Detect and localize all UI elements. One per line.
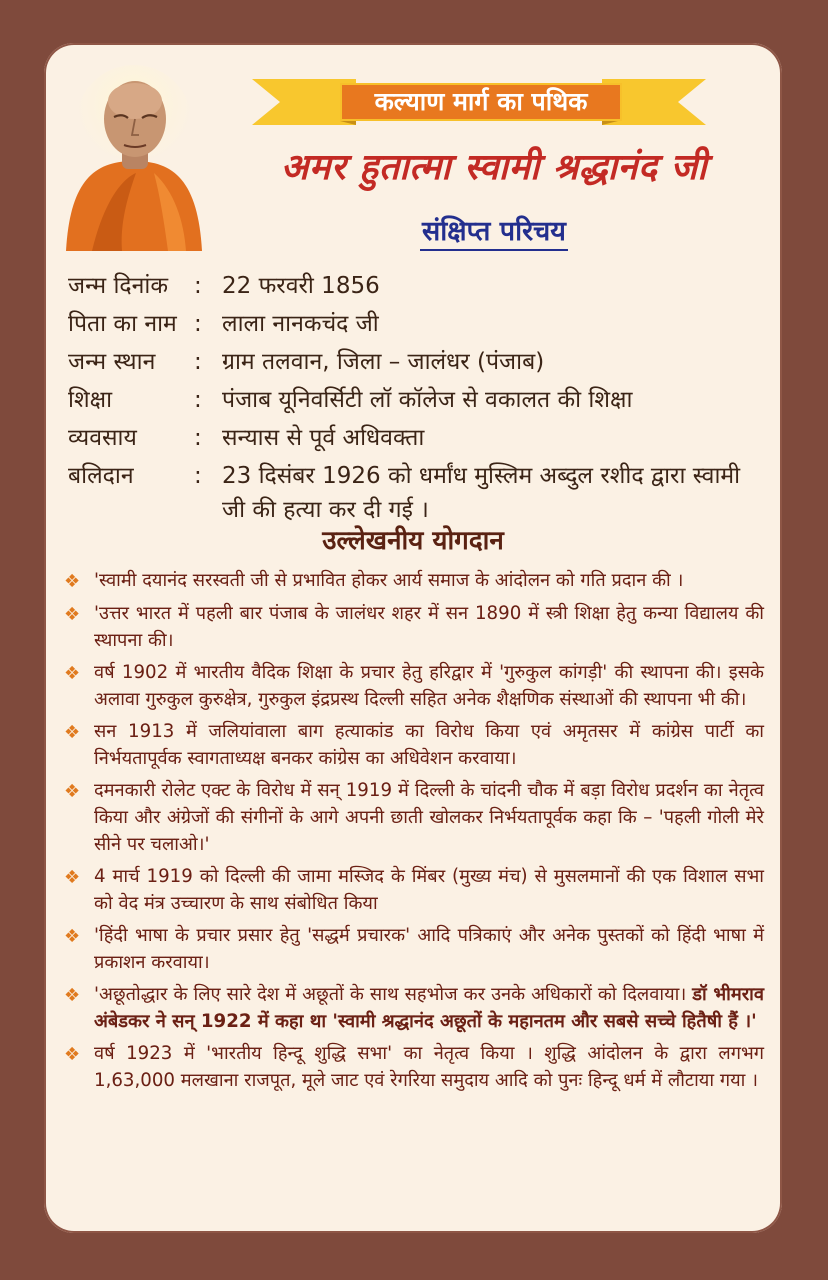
diamond-bullet-icon: ❖	[64, 1044, 81, 1065]
fact-separator: :	[194, 273, 202, 299]
subtitle-text: संक्षिप्त परिचय	[420, 216, 568, 251]
fact-value: पंजाब यूनिवर्सिटी लॉ कॉलेज से वकालत की शिक्षा	[222, 387, 633, 413]
fact-separator: :	[194, 349, 202, 375]
fact-row	[68, 383, 768, 417]
title-ribbon	[252, 71, 706, 133]
fact-key: शिक्षा	[68, 387, 113, 413]
diamond-bullet-icon: ❖	[64, 867, 81, 888]
fact-separator: :	[194, 387, 202, 413]
fact-separator: :	[194, 425, 202, 451]
list-item-text: सन 1913 में जलियांवाला बाग हत्याकांड का विरोध किया एवं अमृतसर में कांग्रेस पार्टी का निर्भयतापूर्वक स्वागताध्यक्ष बनकर कांग्रेस का अधिवेशन करवाया।	[94, 721, 764, 769]
info-card	[44, 43, 782, 1233]
list-item-text: वर्ष 1902 में भारतीय वैदिक शिक्षा के प्रचार हेतु हरिद्वार में 'गुरुकुल कांगड़ी' की स्थापना की। इसके अलावा गुरुकुल कुरुक्षेत्र, गुरुकुल इंद्रप्रस्थ दिल्ली सहित अनेक शैक्षणिक संस्थाओं की स्थापना भी की।	[94, 662, 764, 710]
list-item-text: 'अछूतोद्धार के लिए सारे देश में अछूतों के साथ सहभोज कर उनके अधिकारों को दिलवाया। डॉ भीमराव अंबेडकर ने सन् 1922 में कहा था 'स्वामी श्रद्धानंद अछूतों के महानतम और सबसे सच्चे हितैषी हैं ।'	[94, 984, 764, 1032]
fact-value: ग्राम तलवान, जिला – जालंधर (पंजाब)	[222, 349, 545, 375]
list-item	[64, 777, 764, 858]
fact-key: व्यवसाय	[68, 425, 137, 451]
list-item	[64, 922, 764, 976]
fact-separator: :	[194, 311, 202, 337]
section-heading: उल्लेखनीय योगदान	[322, 526, 504, 556]
list-item-text: 4 मार्च 1919 को दिल्ली की जामा मस्जिद के मिंबर (मुख्य मंच) से मुसलमानों की एक विशाल सभा को वेद मंत्र उच्चारण के साथ संबोधित किया	[94, 866, 764, 914]
fact-value: 22 फरवरी 1856	[222, 273, 380, 299]
fact-value: सन्यास से पूर्व अधिवक्ता	[222, 425, 425, 451]
fact-key: जन्म स्थान	[68, 349, 156, 375]
banner-text: कल्याण मार्ग का पथिक	[374, 87, 588, 116]
list-item	[64, 1040, 764, 1094]
ribbon-band	[340, 83, 622, 121]
fact-key: बलिदान	[68, 463, 134, 489]
list-item	[64, 567, 764, 595]
list-item-text: वर्ष 1923 में 'भारतीय हिन्दू शुद्धि सभा' का नेतृत्व किया । शुद्धि आंदोलन के द्वारा लगभग 1,63,000 मलखाना राजपूत, मूले जाट एवं रेगरिया समुदाय आदि को पुनः हिन्दू धर्म में लौटाया गया ।	[94, 1043, 764, 1091]
diamond-bullet-icon: ❖	[64, 604, 81, 625]
portrait-image	[64, 61, 204, 251]
page-title: अमर हुतात्मा स्वामी श्रद्धानंद जी	[280, 146, 708, 188]
list-item-text: दमनकारी रोलेट एक्ट के विरोध में सन् 1919 में दिल्ली के चांदनी चौक में बड़ा विरोध प्रदर्शन का नेतृत्व किया और अंग्रेजों की संगीनों के आगे अपनी छाती खोलकर निर्भयतापूर्वक कहा कि – 'पहली गोली मेरे सीने पर चलाओ।'	[94, 780, 764, 855]
fact-separator: :	[194, 463, 202, 489]
diamond-bullet-icon: ❖	[64, 722, 81, 743]
diamond-bullet-icon: ❖	[64, 663, 81, 684]
list-item	[64, 863, 764, 917]
fact-value: लाला नानकचंद जी	[222, 311, 379, 337]
list-item	[64, 981, 764, 1035]
contribution-list	[64, 567, 764, 1099]
list-item	[64, 659, 764, 713]
fact-key: जन्म दिनांक	[68, 273, 169, 299]
fact-row	[68, 459, 768, 527]
page-subtitle	[244, 211, 744, 248]
list-item-text: 'स्वामी दयानंद सरस्वती जी से प्रभावित होकर आर्य समाज के आंदोलन को गति प्रदान की ।	[94, 570, 684, 591]
list-item	[64, 600, 764, 654]
fact-row	[68, 421, 768, 455]
list-item-text: 'उत्तर भारत में पहली बार पंजाब के जालंधर शहर में सन 1890 में स्त्री शिक्षा हेतु कन्या विद्यालय की स्थापना की।	[94, 603, 764, 651]
diamond-bullet-icon: ❖	[64, 926, 81, 947]
diamond-bullet-icon: ❖	[64, 985, 81, 1006]
diamond-bullet-icon: ❖	[64, 571, 81, 592]
list-item-text: 'हिंदी भाषा के प्रचार प्रसार हेतु 'सद्धर्म प्रचारक' आदि पत्रिकाएं और अनेक पुस्तकों को हिंदी भाषा में प्रकाशन करवाया।	[94, 925, 764, 973]
fact-key: पिता का नाम	[68, 311, 177, 337]
fact-row	[68, 345, 768, 379]
fact-row	[68, 269, 768, 303]
biography-facts	[68, 269, 768, 531]
fact-value: 23 दिसंबर 1926 को धर्मांध मुस्लिम अब्दुल रशीद द्वारा स्वामी जी की हत्या कर दी गई ।	[222, 463, 741, 523]
diamond-bullet-icon: ❖	[64, 781, 81, 802]
list-item	[64, 718, 764, 772]
fact-row	[68, 307, 768, 341]
